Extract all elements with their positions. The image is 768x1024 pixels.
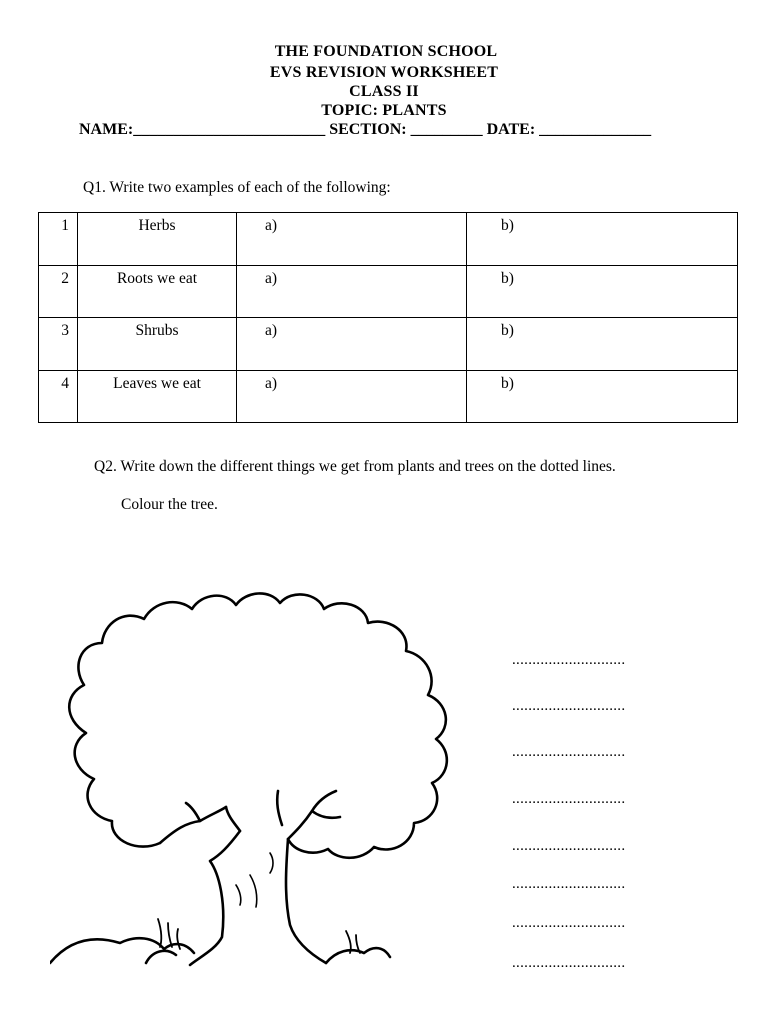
worksheet-title: EVS REVISION WORKSHEET xyxy=(269,64,499,81)
question-2: Q2. Write down the different things we get from plants and trees on the dotted lines. xyxy=(94,458,616,475)
topic-label: TOPIC: PLANTS xyxy=(321,102,447,119)
answer-b-cell[interactable]: b) xyxy=(467,213,738,266)
row-number: 2 xyxy=(39,265,78,318)
table-row xyxy=(39,265,738,318)
answer-line-6[interactable]: ............................ xyxy=(512,876,626,892)
row-category: Herbs xyxy=(78,213,237,266)
school-name: THE FOUNDATION SCHOOL xyxy=(274,43,498,60)
answer-a-cell[interactable]: a) xyxy=(237,213,467,266)
examples-table xyxy=(38,212,738,423)
row-number: 1 xyxy=(39,213,78,266)
name-field[interactable]: NAME:________________________ xyxy=(79,121,326,138)
date-field[interactable]: DATE: ______________ xyxy=(486,121,652,138)
answer-a-cell[interactable]: a) xyxy=(237,370,467,423)
row-category: Leaves we eat xyxy=(78,370,237,423)
student-fields xyxy=(79,120,651,140)
answer-line-2[interactable]: ............................ xyxy=(512,698,626,714)
row-number: 3 xyxy=(39,318,78,371)
answer-line-1[interactable]: ............................ xyxy=(512,652,626,668)
answer-line-5[interactable]: ............................ xyxy=(512,838,626,854)
section-field[interactable]: SECTION: _________ xyxy=(329,121,483,138)
trunk-left xyxy=(190,831,240,965)
trunk-right xyxy=(286,839,326,963)
colour-instruction: Colour the tree. xyxy=(121,496,218,513)
answer-b-cell[interactable]: b) xyxy=(467,318,738,371)
table-row xyxy=(39,318,738,371)
question-1: Q1. Write two examples of each of the following: xyxy=(83,179,391,196)
branch-right xyxy=(288,791,336,839)
answer-line-7[interactable]: ............................ xyxy=(512,915,626,931)
row-category: Shrubs xyxy=(78,318,237,371)
answer-a-cell[interactable]: a) xyxy=(237,318,467,371)
row-category: Roots we eat xyxy=(78,265,237,318)
ground-left xyxy=(50,938,194,963)
row-number: 4 xyxy=(39,370,78,423)
answer-a-cell[interactable]: a) xyxy=(237,265,467,318)
answer-line-8[interactable]: ............................ xyxy=(512,955,626,971)
table-row xyxy=(39,213,738,266)
answer-b-cell[interactable]: b) xyxy=(467,265,738,318)
table-row xyxy=(39,370,738,423)
answer-b-cell[interactable]: b) xyxy=(467,370,738,423)
answer-line-4[interactable]: ............................ xyxy=(512,791,626,807)
class-label: CLASS II xyxy=(349,83,419,100)
answer-line-3[interactable]: ............................ xyxy=(512,744,626,760)
canopy-outline xyxy=(69,593,447,857)
tree-outline-icon[interactable] xyxy=(50,585,470,980)
branch-left xyxy=(160,807,226,843)
